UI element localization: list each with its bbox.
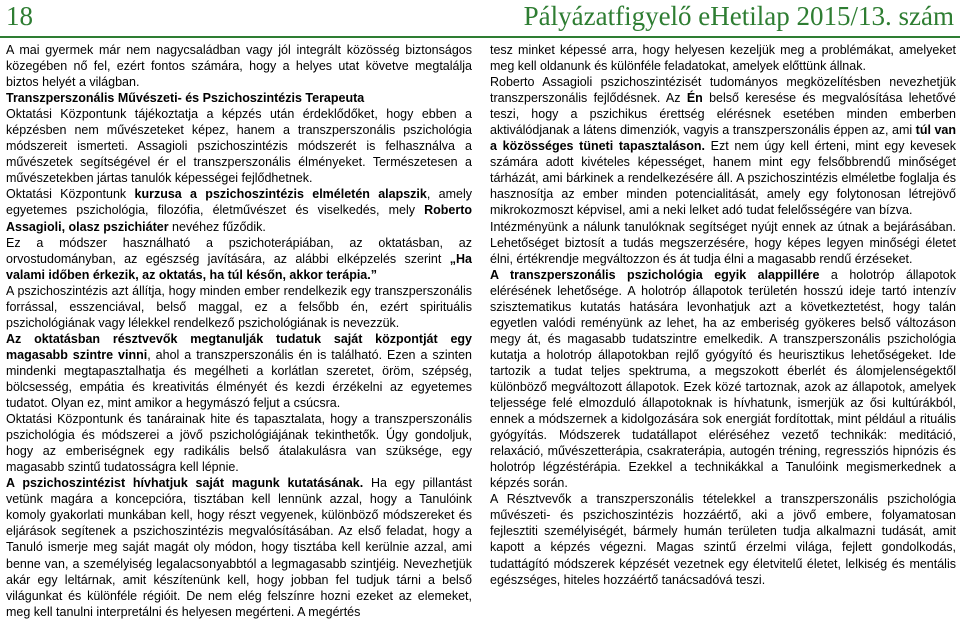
text-span: , ahol a transzperszonális én is található. Ezen a szinten mindenki megtapasztalhatja és megélheti a korlátlan szeretet, öröm, szépség, bölcsesség, empátia és kreativitás élményét és kezdi érzékelni az egyetemes tudatot. Olyan ez, mint amikor a hegymászó feljut a csúcsra. [6, 347, 473, 411]
paragraph: Oktatási Központunk tájékoztatja a képzés után érdeklődőket, hogy ebben a képzésben nem művészeteket képez, hanem a transzperszonális pszichológia módszereit ismerteti. Assagioli pszichoszintézis módszerét is felhasználva a művészetek segítségével ér el transzperszonális élményeket. Természetesen a művészetekben jártas tanulók képességei fejlődhetnek. [6, 107, 472, 186]
text-span: Oktatási Központunk [6, 187, 135, 202]
paragraph: tesz minket képessé arra, hogy helyesen kezeljük meg a problémákat, amelyeket meg kell oldanunk és különféle feladatokat, amelyek előttünk állnak. [490, 43, 956, 74]
paragraph [6, 331, 472, 411]
page-number: 18 [6, 1, 33, 31]
right-column [490, 42, 956, 608]
emphasis: kurzusa a pszichoszintézis elméletén alapszik [134, 187, 427, 202]
paragraph [6, 235, 472, 283]
emphasis: A pszichoszintézist hívhatjuk saját magunk kutatásának. [6, 476, 364, 491]
emphasis: Roberto Assagioli, olasz pszichiáter [6, 203, 472, 234]
text-span: Ezt nem úgy kell érteni, mint egy kevesek számára adott kivételes képességet, hanem mint egy felsőbbrendű minőséget tárházát, ami bárkinek a rendelkezésére áll. A pszichoszintézis elméletbe foglalja és hasznosítja az ember minden potencialitását, amely egy folytonosan létrejövő mikrokozmoszt képvisel, ami a neki lelket adó tudat felelősségére van bízva. [490, 139, 957, 218]
paragraph: A pszichoszintézis azt állítja, hogy minden ember rendelkezik egy transzperszonális forrással, esszenciával, belső maggal, ez a felsőbb én, ezért spirituális pszichológiának vagy lélekkel rendelkező pszichológiának is nevezzük. [6, 283, 472, 330]
emphasis: A transzperszonális pszichológia egyik alappillére [490, 267, 820, 282]
text-span: belső keresése és megvalósítása lehetővé teszi, hogy a pszichikus érettség elérésnek esetében minden emberben aktiválódjanak a látens dimenziók, vagyis a transzperszonális éppen az, ami [490, 91, 957, 138]
page-header [0, 0, 960, 38]
text-span: , amely egyetemes pszichológia, filozófia, életművészet és viselkedés, mely [6, 187, 472, 218]
emphasis: Én [686, 91, 703, 106]
text-span: a holotróp állapotok elérésének lehetősége. A holotróp állapotok területén hosszú ideje tartó intenzív szisztematikus kutatás hatására levonhatjuk azt a következtetést, hogy talán egyetlen valódi reményünk az lehet, ha az emberiség gyökeres belső változáson megy át, és magasabb tudatszintre emelkedik. A transzperszonális pszichológia kutatja a holotróp állapotokban rejlő gyógyító és heurisztikus lehetőségeket. Ide tartozik a tudat teljes spektruma, a megszokott éberlét és álomjelenségektől különböző megváltozott állapotok. Ezek közé tartoznak, azok az állapotok, amelyek teljessége felé elmozduló állapotoknak is hívhatunk, ismerjük az ősi kultúrákból, ennek a módszernek a kidolgozására sok energiát fordítottak, mint például a rituális gyógyítás. Módszerek tudatállapot eléréséhez vezető technikák: meditáció, relaxáció, művészetterápia, csakraterápia, autogén tréning, regressziós hipnózis és holotróp légzéstérápia. Ezekkel a technikákkal a Tanulóink megismerkednek a képzés során. [490, 267, 956, 491]
paragraph: Oktatási Központunk és tanárainak hite és tapasztalata, hogy a transzperszonális pszichológia és módszerei a jövő pszichológiájának tekinthetők. Úgy gondoljuk, hogy az emberiségnek egy radikális belső átalakulásra van szüksége, egy magasabb szintű tudatosságra kell lépnie. [6, 412, 472, 475]
section-title: Transzperszonális Művészeti- és Pszichoszintézis Terapeuta [6, 91, 365, 106]
paragraph: A Résztvevők a transzperszonális tételekkel a transzperszonális pszichológia művészeti- és pszichoszintézis hozzáértő, aki a jövő embere, folyamatosan fejlesztiti személyiségét, bármely humán területen tudja alkalmazni tudását, amit kapott a képzés végezni. Magas szintű érzelmi világa, fejlett gondolkodás, tudattágító módszerek képzését vezetnek egy életvitelű életet, lelkiség és mentális egészséges, hiteles hozzáértő tanácsadóvá teszi. [490, 492, 956, 587]
paragraph: A mai gyermek már nem nagycsaládban vagy jól integrált közösség biztonságos közegében nő fel, ezért fontos számára, hogy a helyes utat követve megtalálja biztos helyét a világban. [6, 43, 472, 90]
running-title: Pályázatfigyelő eHetilap 2015/13. szám [523, 1, 954, 31]
text-span: Ha egy pillantást vetünk magára a koncepcióra, tisztában kell lennünk azzal, hogy a Tanulóink komoly gyakorlati munkában kell, hogy részt vegyenek, különböző módszereket és eljárások segítenek a pszichoszintézis megvalósításában. Az első feladat, hogy a Tanuló ismerje meg saját magát oly módon, hogy tisztába kell kerülnie azzal, ami benne van, a személyiség legalacsonyabbtól a legmagasabb szintjéig. Nevezhetjük akár egy leltárnak, amit készítenünk kell, hogy jobban fel tudjuk tárni a belső világunkat és különféle régióit. De nem elég felszínre hozni ezeket az elemeket, meg kell tanulni interpretálni és helyesen megérteni. A megértés [6, 476, 472, 619]
text-span: Roberto Assagioli pszichoszintézisét tudományos megközelítésben nevezhetjük transzperszonális fejlődésnek. Az [490, 75, 956, 106]
text-span: nevéhez fűződik. [168, 219, 266, 234]
paragraph [6, 186, 472, 234]
paragraph [6, 475, 472, 619]
paragraph: Intézményünk a nálunk tanulóknak segítséget nyújt ennek az útnak a bejárásában. Lehetőséget biztosít a tudás megszerzésére, hogy képes legyen minőségi életet élni, értékrendje megváltozzon és át tudja élni a magasabb rendű érzéseket. [490, 219, 956, 266]
emphasis: Az oktatásban résztvevők megtanulják tudatuk saját központját egy magasabb szintre vinni [6, 331, 472, 362]
text-span: Ez a módszer használható a pszichoterápiában, az oktatásban, az orvostudományban, az egészség javítására, az alábbi elképzelés szerint [6, 235, 472, 266]
paragraph [490, 267, 956, 492]
left-column [6, 42, 473, 619]
emphasis: „Ha valami időben érkezik, az oktatás, ha túl későn, akkor terápia.” [6, 251, 472, 282]
emphasis: túl van a közösséges tüneti tapasztaláson. [490, 123, 956, 154]
paragraph [490, 74, 956, 218]
